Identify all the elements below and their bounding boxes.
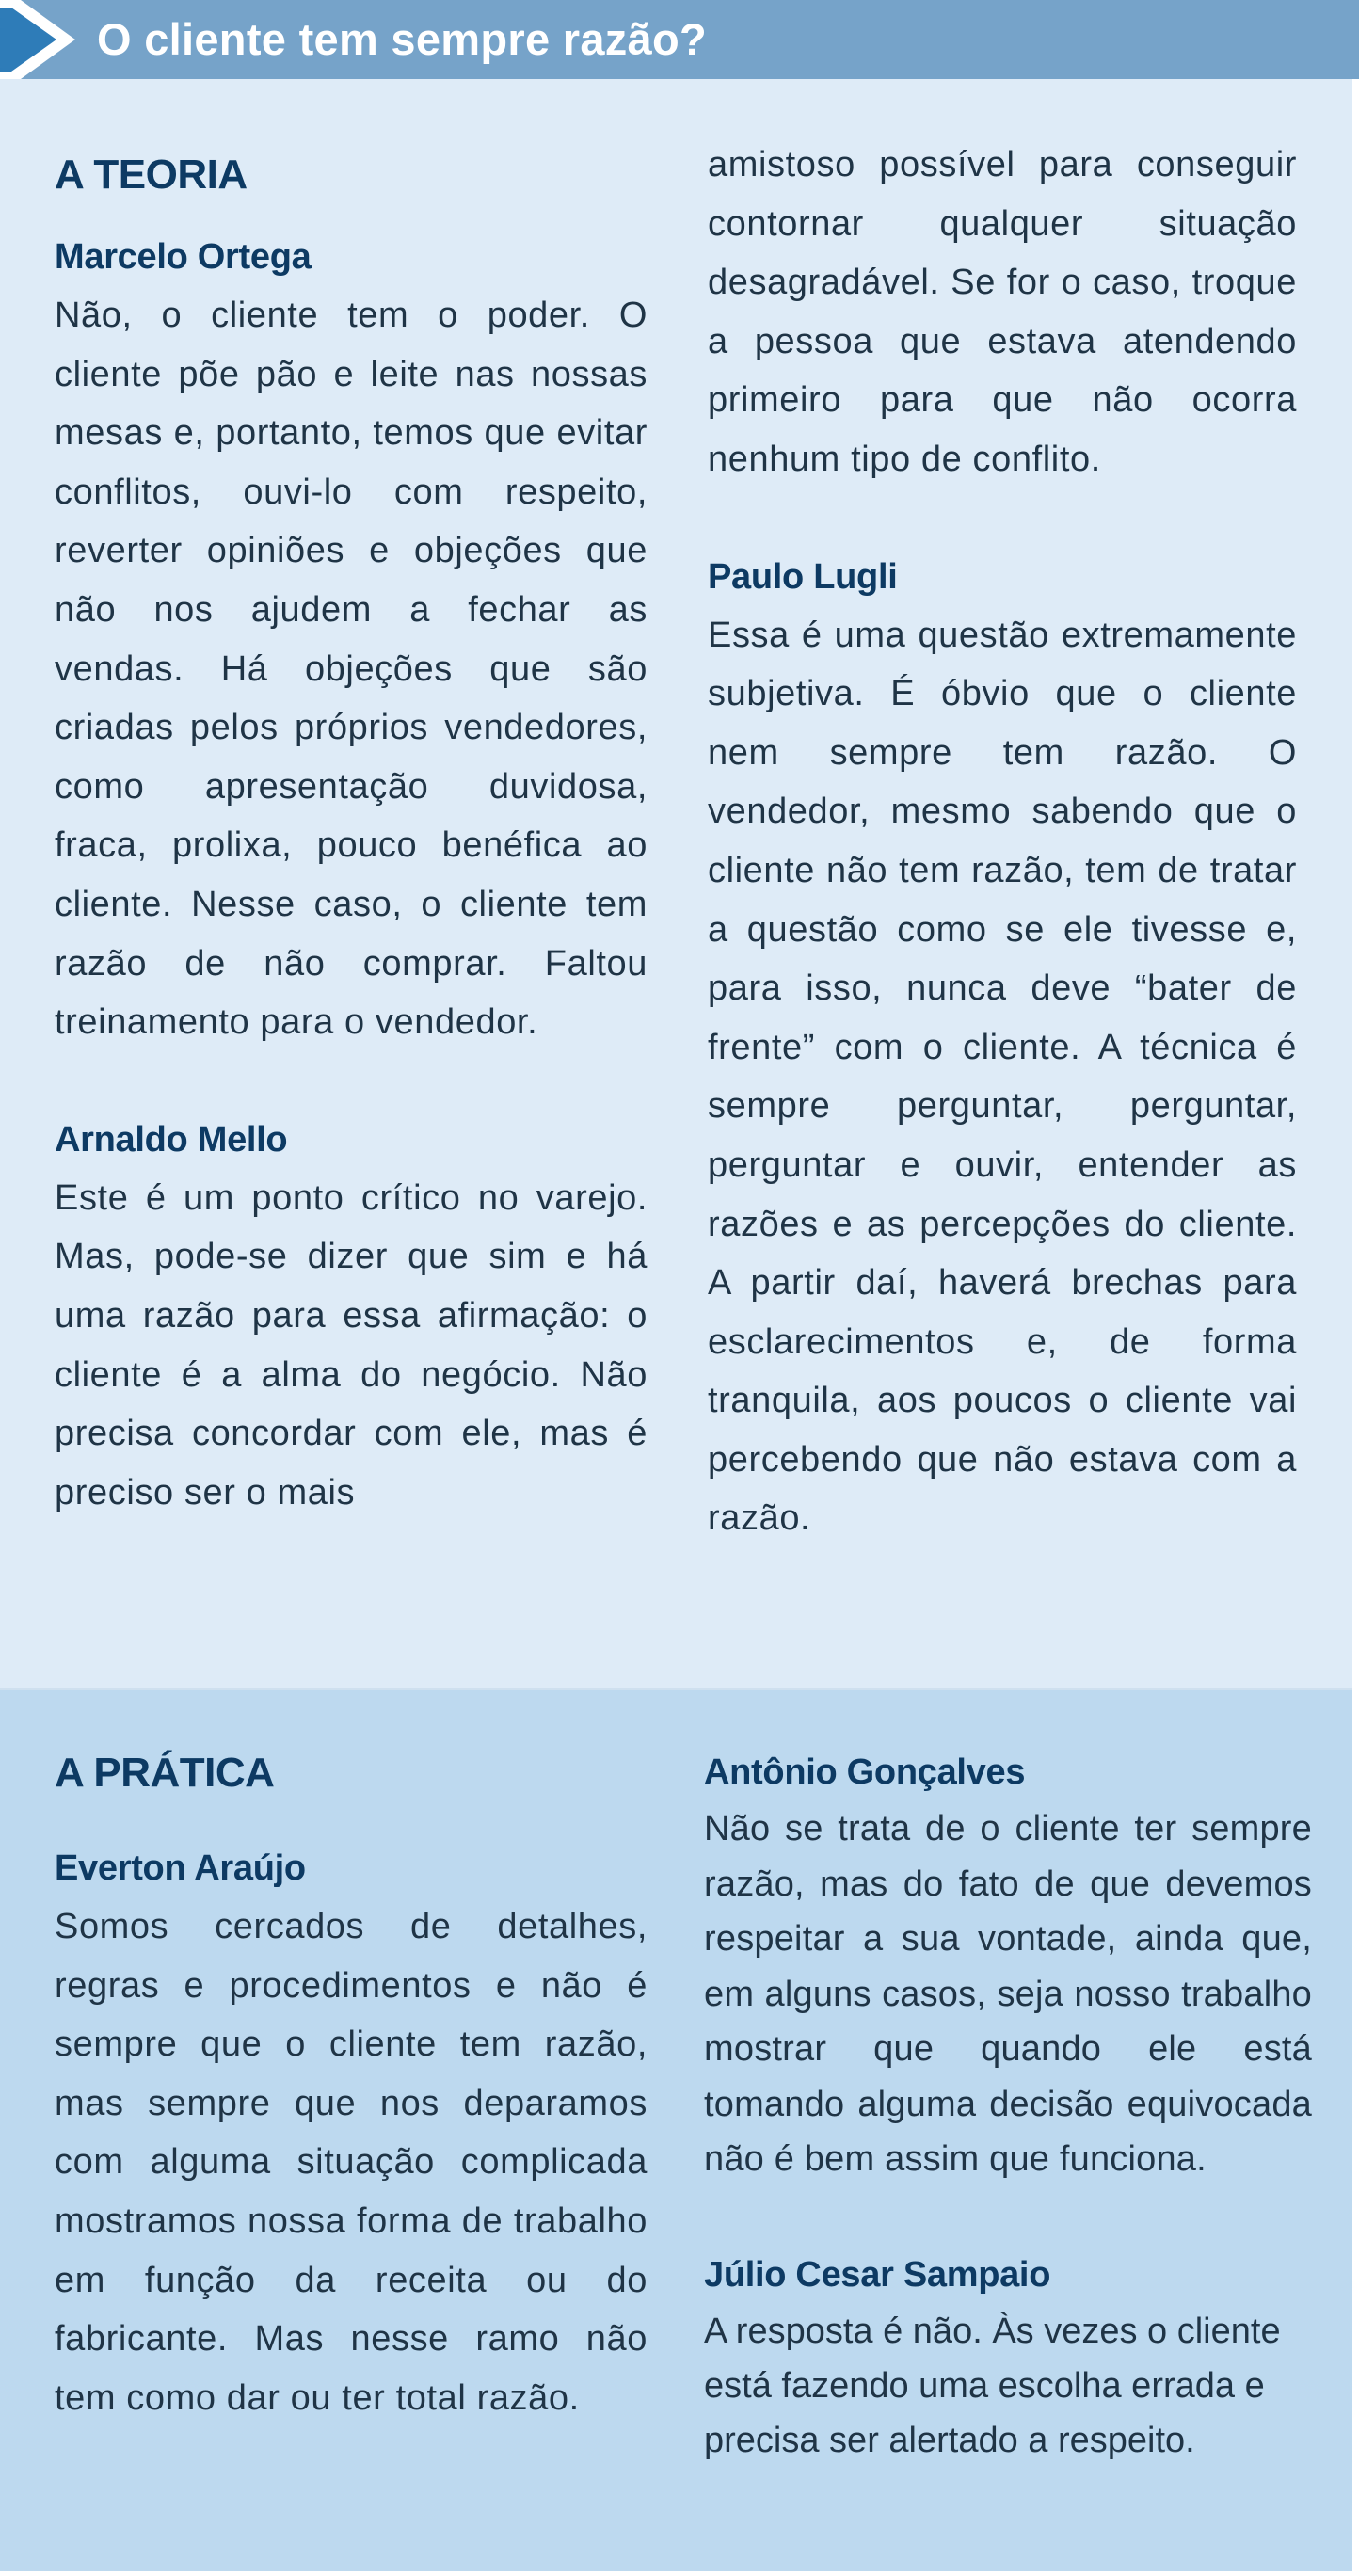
quote-text: Não se trata de o cliente ter sempre razão, mas do fato de que devemos respeitar a sua vontade, ainda que, em alguns casos, seja nosso trabalho mostrar que quando ele está tomando alguma decisão equivocada não é bem assim que funciona. bbox=[704, 1809, 1312, 2179]
section-title: A PRÁTICA bbox=[55, 1750, 275, 1796]
practice-right-column bbox=[704, 1743, 1312, 2468]
section-title: A TEORIA bbox=[55, 152, 248, 198]
theory-section bbox=[0, 79, 1352, 1690]
author-name: Paulo Lugli bbox=[708, 556, 898, 597]
quote-text: Este é um ponto crítico no varejo. Mas, pode-se dizer que sim e há uma razão para essa afirmação: o cliente é a alma do negócio. Não precisa concordar com ele, mas é preciso ser o mais bbox=[55, 1177, 648, 1512]
author-name: Everton Araújo bbox=[55, 1848, 306, 1888]
header-band bbox=[0, 0, 1359, 79]
quote-text: Essa é uma questão extremamente subjetiva. É óbvio que o cliente nem sempre tem razão. O vendedor, mesmo sabendo que o cliente não tem razão, tem de tratar a questão como se ele tivesse e, para isso, nunca deve “bater de frente” com o cliente. A técnica é sempre perguntar, perguntar, perguntar e ouvir, entender as razões e as percepções do cliente. A partir daí, haverá brechas para esclarecimentos e, de forma tranquila, aos poucos o cliente vai percebendo que não estava com a razão. bbox=[708, 615, 1297, 1539]
practice-left-column bbox=[55, 1745, 648, 2427]
author-name: Marcelo Ortega bbox=[55, 237, 312, 277]
theory-right-column bbox=[708, 136, 1297, 1548]
page-title: O cliente tem sempre razão? bbox=[97, 14, 708, 64]
author-name: Júlio Cesar Sampaio bbox=[704, 2254, 1051, 2295]
quote-text: A resposta é não. Às vezes o cliente está fazendo uma escolha errada e precisa ser alertado a respeito. bbox=[704, 2311, 1281, 2460]
quote-text-continued: amistoso possível para conseguir contornar qualquer situação desagradável. Se for o caso, troque a pessoa que estava atendendo primeiro para que não ocorra nenhum tipo de conflito. bbox=[708, 145, 1297, 479]
theory-left-column bbox=[55, 147, 648, 1522]
author-name: Antônio Gonçalves bbox=[704, 1752, 1026, 1792]
chevron-right-icon bbox=[0, 0, 77, 79]
author-name: Arnaldo Mello bbox=[55, 1119, 288, 1160]
quote-text: Somos cercados de detalhes, regras e procedimentos e não é sempre que o cliente tem razão, mas sempre que nos deparamos com alguma situação complicada mostramos nossa forma de trabalho em função da receita ou do fabricante. Mas nesse ramo não tem como dar ou ter total razão. bbox=[55, 1907, 648, 2418]
quote-text: Não, o cliente tem o poder. O cliente põe pão e leite nas nossas mesas e, portanto, temos que evitar conflitos, ouvi-lo com respeito, reverter opiniões e objeções que não nos ajudem a fechar as vendas. Há objeções que são criadas pelos próprios vendedores, como apresentação duvidosa, fraca, prolixa, pouco benéfica ao cliente. Nesse caso, o cliente tem razão de não comprar. Faltou treinamento para o vendedor. bbox=[55, 296, 648, 1043]
practice-section bbox=[0, 1690, 1352, 2571]
